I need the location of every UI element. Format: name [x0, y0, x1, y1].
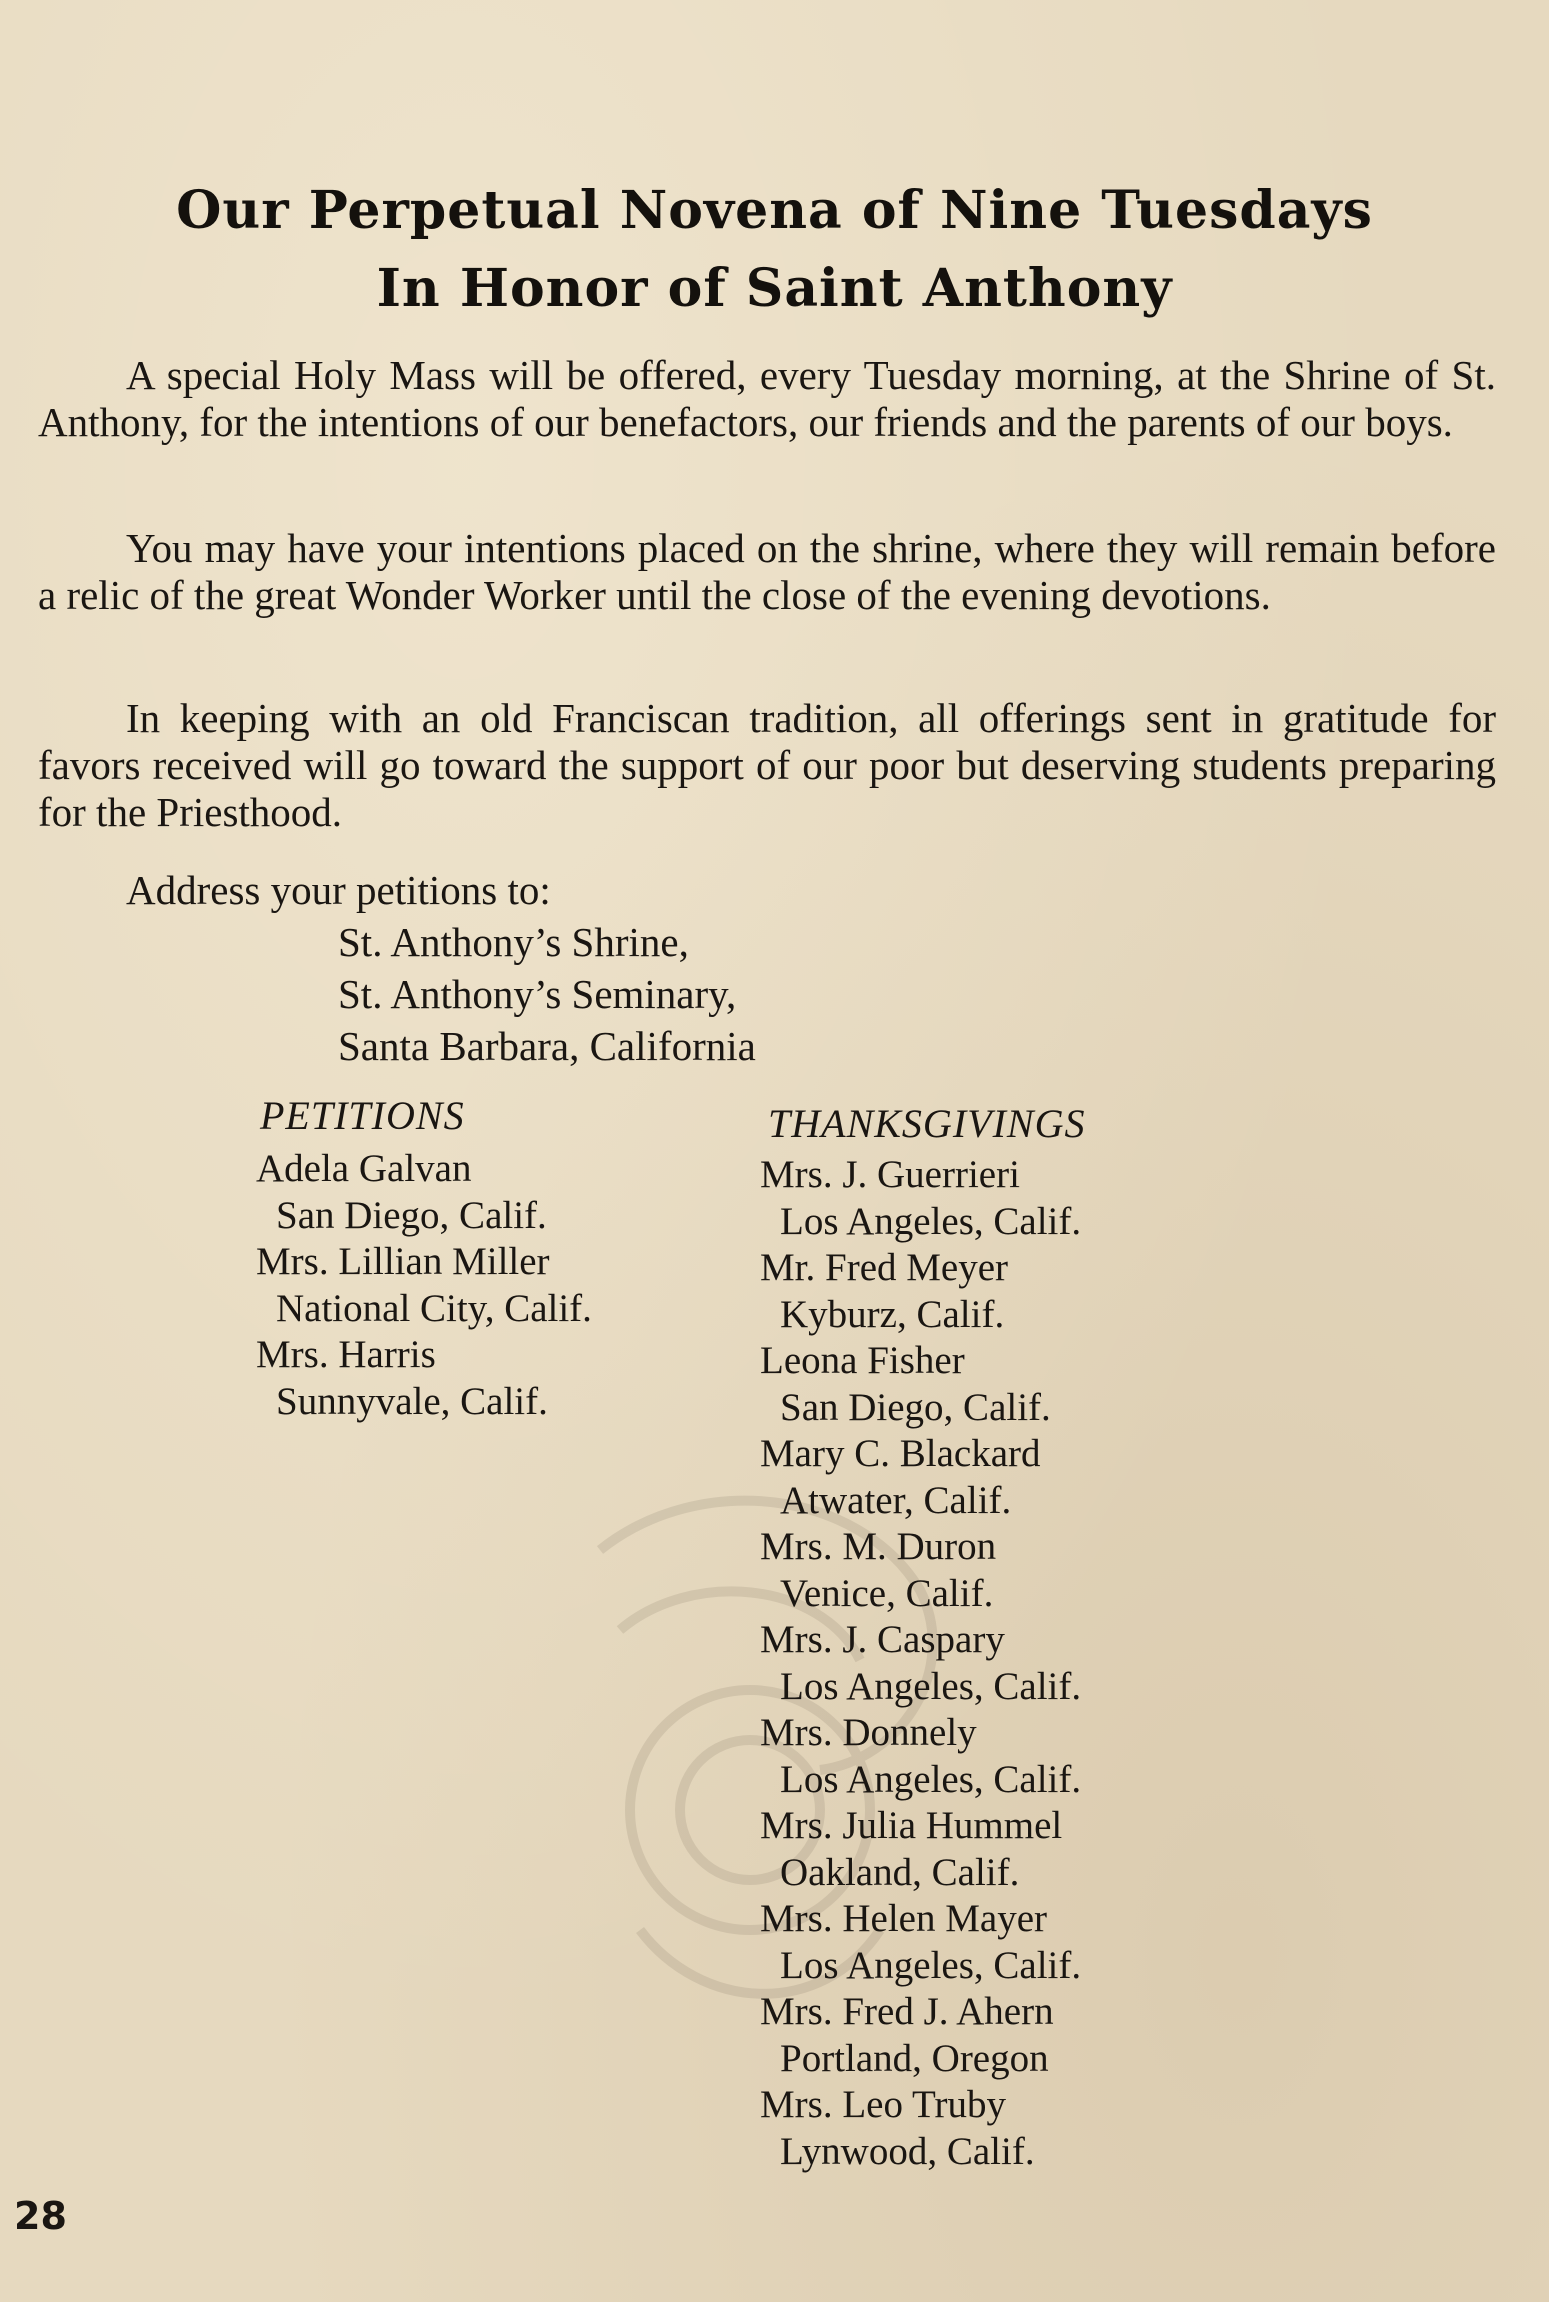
thanksgiving-name: Mr. Fred Meyer: [760, 1246, 1009, 1289]
thanksgiving-name: Mrs. J. Guerrieri: [760, 1153, 1020, 1196]
list-item: [760, 1524, 1081, 1617]
list-item: [760, 1710, 1081, 1803]
page-title-line-2: In Honor of Saint Anthony: [376, 258, 1173, 319]
thanksgivings-heading: THANKSGIVINGS: [768, 1101, 1086, 1146]
thanksgiving-name: Mrs. J. Caspary: [760, 1618, 1005, 1661]
list-item: [760, 1152, 1081, 1245]
address-line-shrine: St. Anthony’s Shrine,: [338, 919, 689, 965]
list-item: [760, 2082, 1081, 2175]
petitions-list: [256, 1146, 592, 1425]
thanksgiving-place: Oakland, Calif.: [780, 1850, 1020, 1894]
petition-place: Sunnyvale, Calif.: [276, 1379, 548, 1423]
thanksgiving-place: Los Angeles, Calif.: [780, 1943, 1082, 1987]
thanksgiving-place: Los Angeles, Calif.: [780, 1757, 1082, 1801]
list-item: [760, 1245, 1081, 1338]
thanksgiving-place: San Diego, Calif.: [780, 1385, 1051, 1429]
address-line-seminary: St. Anthony’s Seminary,: [338, 971, 737, 1017]
thanksgiving-name: Mrs. Helen Mayer: [760, 1897, 1047, 1940]
list-item: [760, 1896, 1081, 1989]
thanksgiving-place: Venice, Calif.: [780, 1571, 994, 1615]
thanksgiving-place: Lynwood, Calif.: [780, 2129, 1035, 2173]
thanksgiving-place: Atwater, Calif.: [780, 1478, 1012, 1522]
thanksgiving-name: Mary C. Blackard: [760, 1432, 1041, 1475]
thanksgiving-name: Leona Fisher: [760, 1339, 965, 1382]
paragraph-offerings: In keeping with an old Franciscan tradition, all offerings sent in gratitude for favors received will go toward the support of our poor but deserving students preparing for the Priesthood.: [38, 695, 1496, 835]
list-item: [760, 1617, 1081, 1710]
thanksgiving-place: Los Angeles, Calif.: [780, 1199, 1082, 1243]
petition-name: Mrs. Lillian Miller: [256, 1240, 550, 1283]
petition-place: National City, Calif.: [276, 1286, 592, 1330]
petition-place: San Diego, Calif.: [276, 1193, 547, 1237]
list-item: [760, 1431, 1081, 1524]
list-item: [256, 1239, 592, 1332]
paragraph-holy-mass: A special Holy Mass will be offered, every Tuesday morning, at the Shrine of St. Anthony, for the intentions of our benefactors, our friends and the parents of our boys.: [38, 352, 1496, 445]
petition-name: Adela Galvan: [256, 1147, 472, 1190]
list-item: [760, 1803, 1081, 1896]
thanksgiving-name: Mrs. M. Duron: [760, 1525, 997, 1568]
thanksgiving-name: Mrs. Fred J. Ahern: [760, 1990, 1054, 2033]
petitions-heading: PETITIONS: [260, 1093, 465, 1138]
thanksgiving-place: Portland, Oregon: [780, 2036, 1049, 2080]
thanksgivings-list: [760, 1152, 1081, 2175]
list-item: [256, 1332, 592, 1425]
list-item: [760, 1338, 1081, 1431]
thanksgiving-place: Los Angeles, Calif.: [780, 1664, 1082, 1708]
address-line-city: Santa Barbara, California: [338, 1023, 756, 1069]
address-lead: Address your petitions to:: [126, 867, 551, 913]
thanksgiving-name: Mrs. Leo Truby: [760, 2083, 1006, 2126]
page-title-line-1: Our Perpetual Novena of Nine Tuesdays: [176, 180, 1373, 241]
paragraph-intentions: You may have your intentions placed on the shrine, where they will remain before a relic of the great Wonder Worker until the close of the evening devotions.: [38, 525, 1496, 618]
list-item: [760, 1989, 1081, 2082]
list-item: [256, 1146, 592, 1239]
petition-name: Mrs. Harris: [256, 1333, 436, 1376]
thanksgiving-place: Kyburz, Calif.: [780, 1292, 1005, 1336]
thanksgiving-name: Mrs. Julia Hummel: [760, 1804, 1063, 1847]
thanksgiving-name: Mrs. Donnely: [760, 1711, 977, 1754]
page-number: 28: [14, 2194, 67, 2238]
